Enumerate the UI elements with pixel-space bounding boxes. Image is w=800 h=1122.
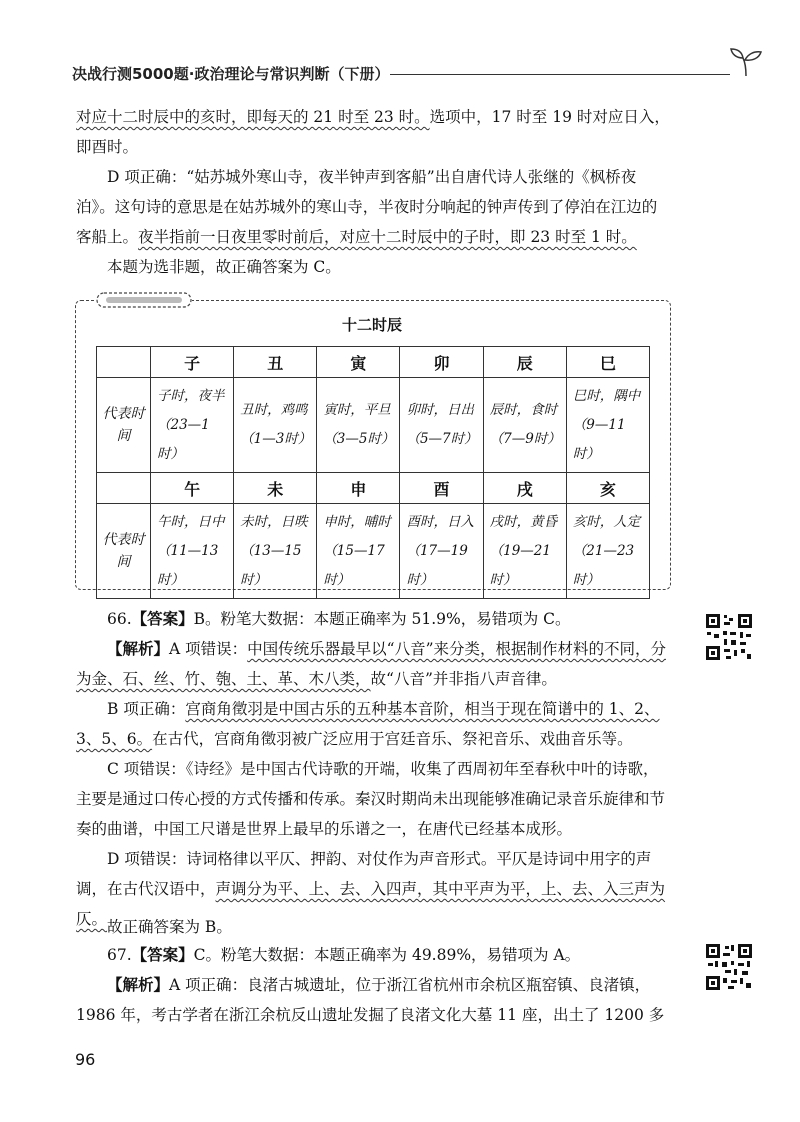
table-corner: [97, 347, 151, 378]
table-cell: 酉时，日入（17—19时）: [400, 504, 483, 599]
highlight-text: 对应十二时辰中的亥时，即每天的 21 时至 23 时。: [76, 108, 430, 126]
body-text: B 项正确：: [107, 700, 186, 718]
running-header: [72, 60, 772, 90]
q66-option-c: C 项错误：《诗经》是中国古代诗歌的开端，收集了西周初年至春秋中叶的诗歌，主要是通过口传心授的方式传播和传承。秦汉时期尚未出现能够准确记录音乐旋律和节奏的曲谱，中国工尺谱是世界上最早的乐谱之一，在唐代已经基本成形。: [76, 760, 666, 838]
header-rule: [390, 74, 730, 75]
table-header: 酉: [400, 473, 483, 504]
body-text: 在古代，宫商角徵羽被广泛应用于宫廷音乐、祭祀音乐、戏曲音乐等。: [152, 730, 633, 748]
highlight-text: 夜半指前一日夜里零时前后，对应十二时辰中的子时，即 23 时至 1 时。: [138, 228, 637, 246]
table-cell: 卯时，日出（5—7时）: [400, 378, 483, 473]
q66-option-a: [76, 634, 672, 694]
page-number: 96: [75, 1050, 96, 1069]
highlight-text: 宫商角徵羽是中国古乐的五种基本音阶，相当于现在简谱中的 1、2、3、5、6。: [76, 700, 660, 748]
answer-label: 【答案】: [131, 945, 194, 964]
table-cell: 丑时，鸡鸣（1—3时）: [234, 378, 317, 473]
box-title: 十二时辰: [341, 316, 402, 334]
table-header: 申: [317, 473, 400, 504]
table-header: 亥: [566, 473, 649, 504]
sprout-icon: [728, 46, 764, 78]
table-header-row: [97, 473, 650, 504]
table-cell: 午时，日中（11—13时）: [151, 504, 234, 599]
analysis-label: 【解析】: [107, 975, 170, 994]
table-cell: 戌时，黄昏（19—21时）: [483, 504, 566, 599]
answer-text: C。粉笔大数据：本题正确率为 49.89%，易错项为 A。: [193, 946, 581, 964]
answer-text: B。粉笔大数据：本题正确率为 51.9%，易错项为 C。: [193, 610, 571, 628]
table-cell: 寅时，平旦（3—5时）: [317, 378, 400, 473]
twelve-hours-table: [96, 346, 650, 599]
analysis-label: 【解析】: [107, 639, 170, 658]
body-text: A 项正确：良渚古城遗址，位于浙江省杭州市余杭区瓶窑镇、良渚镇，1986 年，考古学者在浙江余杭反山遗址发掘了良渚文化大墓 11 座，出土了 1200 多: [76, 976, 665, 1024]
q67-answer: [76, 940, 672, 970]
body-text: A 项错误：: [169, 640, 248, 658]
paragraph-option-d: [76, 162, 672, 252]
table-row: [97, 378, 650, 473]
table-header: 巳: [566, 347, 649, 378]
table-header: 子: [151, 347, 234, 378]
table-header: 戌: [483, 473, 566, 504]
table-cell: 子时，夜半（23—1时）: [151, 378, 234, 473]
header-title: 决战行测5000题·政治理论与常识判断（下册）: [72, 65, 390, 83]
body-text: D 项正确：“姑苏城外寒山寺，夜半钟声到客船”出自唐代诗人张继的《枫桥夜泊》。这句诗的意思是在姑苏城外的寒山寺，半夜时分响起的钟声传到了停泊在江边的客船上。: [76, 168, 658, 246]
table-header-row: [97, 347, 650, 378]
body-text: 选项中，17 时至 19 时对应日入，即酉时。: [76, 108, 670, 156]
box-tag-icon: [96, 291, 192, 309]
question-number: 67.: [107, 946, 132, 964]
table-cell: 巳时，隅中（9—11时）: [566, 378, 649, 473]
table-header: 寅: [317, 347, 400, 378]
row-label: 代表时间: [97, 504, 151, 599]
answer-label: 【答案】: [131, 609, 194, 628]
q66-option-b: [76, 694, 672, 754]
table-header: 午: [151, 473, 234, 504]
q66-answer: [76, 604, 672, 634]
highlight-text: 中国传统乐器最早以“八音”来分类，根据制作材料的不同，分为金、石、丝、竹、匏、土、革、木八类，: [76, 640, 666, 688]
table-header: 未: [234, 473, 317, 504]
row-label: 代表时间: [97, 378, 151, 473]
table-header: 卯: [400, 347, 483, 378]
body-text: 故“八音”并非指八声音律。: [370, 670, 557, 688]
paragraph-continuation: [76, 102, 672, 162]
highlight-text: 声调分为平、上、去、入四声，其中平声为平，上、去、入三声为仄。: [76, 880, 666, 928]
table-cell: 辰时，食时（7—9时）: [483, 378, 566, 473]
q67-option-a: [76, 970, 672, 1030]
table-cell: 申时，晡时（15—17时）: [317, 504, 400, 599]
qr-code-icon[interactable]: [704, 612, 754, 662]
table-header: 丑: [234, 347, 317, 378]
table-corner: [97, 473, 151, 504]
table-row: [97, 504, 650, 599]
qr-code-icon[interactable]: [704, 942, 754, 992]
q66-final: 故正确答案为 B。: [107, 918, 232, 936]
body-text: D 项错误：诗词格律以平仄、押韵、对仗作为声音形式。平仄是诗词中用字的声调，在古代汉语中，: [76, 850, 652, 898]
question-number: 66.: [107, 610, 132, 628]
table-cell: 未时，日昳（13—15时）: [234, 504, 317, 599]
table-header: 辰: [483, 347, 566, 378]
paragraph-conclusion: 本题为选非题，故正确答案为 C。: [107, 258, 341, 276]
table-cell: 亥时，人定（21—23时）: [566, 504, 649, 599]
